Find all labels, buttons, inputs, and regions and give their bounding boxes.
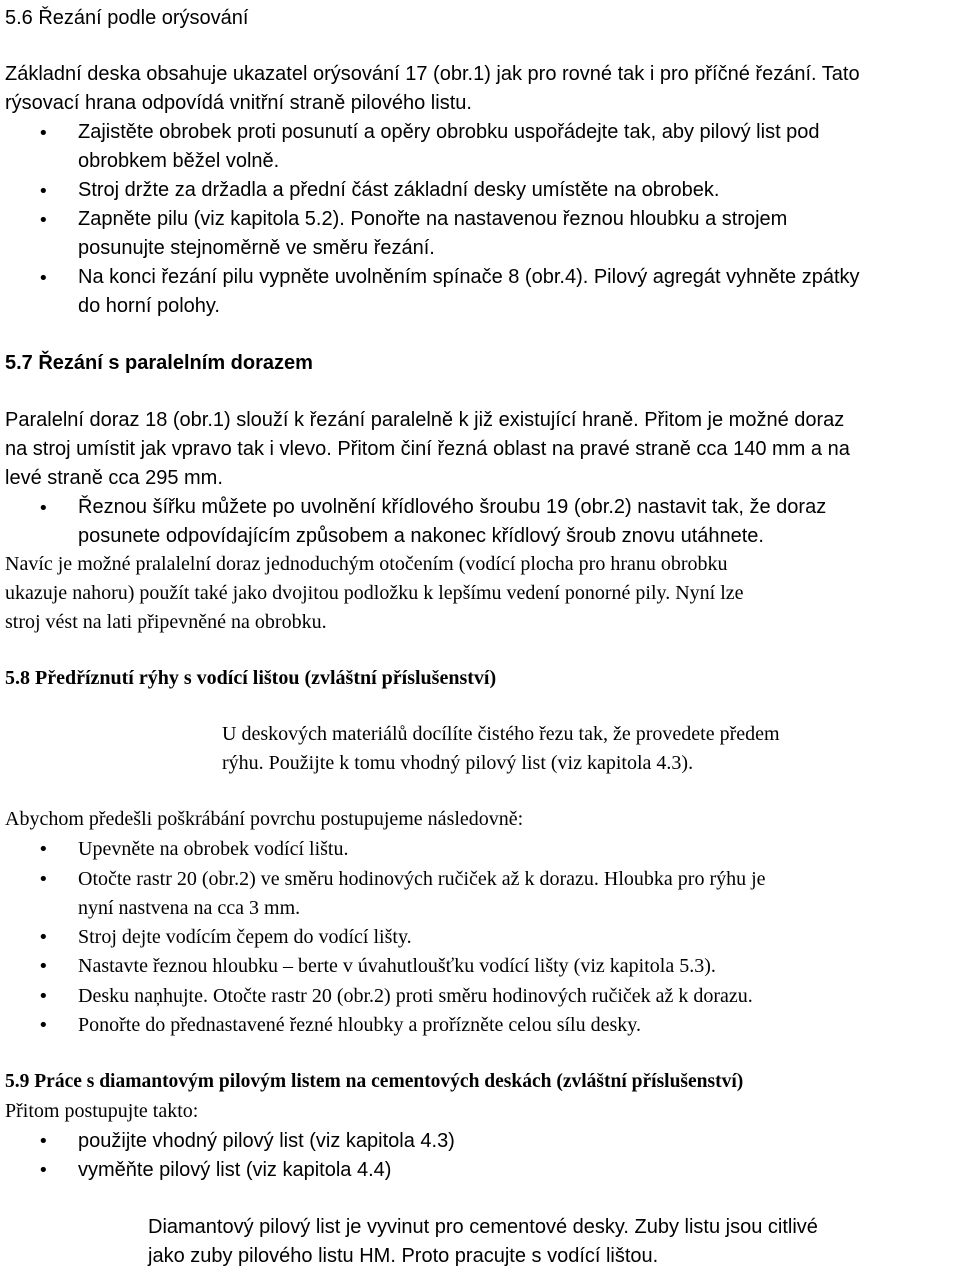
bullet-icon: • <box>38 839 49 860</box>
list-item-line: do horní polohy. <box>78 295 220 317</box>
list-item-line: Zajistěte obrobek proti posunutí a opěry obrobku uspořádejte tak, aby pilový list pod <box>78 121 820 143</box>
paragraph-line: ukazuje nahoru) použít také jako dvojitou podložku k lepšímu vedení ponorné pily. Nyní lze <box>5 582 744 604</box>
paragraph-line: Navíc je možné pralalelní doraz jednoduchým otočením (vodící plocha pro hranu obrobku <box>5 553 728 575</box>
list-item-line: Stroj držte za držadla a přední část základní desky umístěte na obrobek. <box>78 179 720 201</box>
bullet-icon: • <box>38 268 49 289</box>
list-item-line: Stroj dejte vodícím čepem do vodící lišty. <box>78 926 412 948</box>
intro-line: Abychom předešli poškrábání povrchu postupujeme následovně: <box>5 808 524 830</box>
intro-line: Přitom postupujte takto: <box>5 1100 199 1122</box>
paragraph-line: stroj vést na lati připevněné na obrobku. <box>5 611 327 633</box>
list-item-line: nyní nastvena na cca 3 mm. <box>78 897 301 919</box>
paragraph-line: rýsovací hrana odpovídá vnitřní straně pilového listu. <box>5 92 472 114</box>
bullet-icon: • <box>38 1160 49 1181</box>
list-item-line: použijte vhodný pilový list (viz kapitola 4.3) <box>78 1130 455 1152</box>
bullet-icon: • <box>38 986 49 1007</box>
list-item-line: Nastavte řeznou hloubku – berte v úvahutloušťku vodící lišty (viz kapitola 5.3). <box>78 955 716 977</box>
list-item-line: Upevněte na obrobek vodící lištu. <box>78 838 349 860</box>
bullet-icon: • <box>38 210 49 231</box>
section-heading-5-6: 5.6 Řezání podle orýsování <box>5 7 249 29</box>
list-item-line: posunujte stejnoměrně ve směru řezání. <box>78 237 435 259</box>
paragraph-line: Paralelní doraz 18 (obr.1) slouží k řezání paralelně k již existující hraně. Přitom je možné doraz <box>5 409 845 431</box>
bullet-icon: • <box>38 927 49 948</box>
bullet-icon: • <box>38 498 49 519</box>
list-item-line: posunete odpovídajícím způsobem a nakonec křídlový šroub znovu utáhnete. <box>78 525 764 547</box>
list-item-line: Zapněte pilu (viz kapitola 5.2). Ponořte na nastavenou řeznou hloubku a strojem <box>78 208 788 230</box>
section-heading-5-7: 5.7 Řezání s paralelním dorazem <box>5 352 313 374</box>
list-item-line: Desku naņhujte. Otočte rastr 20 (obr.2) proti směru hodinových ručiček až k dorazu. <box>78 985 753 1007</box>
paragraph-line: na stroj umístit jak vpravo tak i vlevo. Přitom činí řezná oblast na pravé straně cca 140 mm a na <box>5 438 850 460</box>
paragraph-line: levé straně cca 295 mm. <box>5 467 223 489</box>
indented-paragraph-line: Diamantový pilový list je vyvinut pro cementové desky. Zuby listu jsou citlivé <box>148 1216 818 1238</box>
indented-paragraph-line: rýhu. Použijte k tomu vhodný pilový list (viz kapitola 4.3). <box>222 752 694 774</box>
bullet-icon: • <box>38 1015 49 1036</box>
section-heading-5-9: 5.9 Práce s diamantovým pilovým listem na cementových deskách (zvláštní příslušenství) <box>5 1071 744 1092</box>
bullet-icon: • <box>38 1131 49 1152</box>
bullet-icon: • <box>38 181 49 202</box>
paragraph-line: Základní deska obsahuje ukazatel orýsování 17 (obr.1) jak pro rovné tak i pro příčné řezání. Tato <box>5 63 860 85</box>
indented-paragraph-line: U deskových materiálů docílíte čistého řezu tak, že provedete předem <box>222 723 780 745</box>
indented-paragraph-line: jako zuby pilového listu HM. Proto pracujte s vodící lištou. <box>148 1245 659 1267</box>
bullet-icon: • <box>38 869 49 890</box>
list-item-line: vyměňte pilový list (viz kapitola 4.4) <box>78 1159 392 1181</box>
bullet-icon: • <box>38 956 49 977</box>
bullet-icon: • <box>38 123 49 144</box>
list-item-line: Na konci řezání pilu vypněte uvolněním spínače 8 (obr.4). Pilový agregát vyhněte zpátky <box>78 266 860 288</box>
list-item-line: Otočte rastr 20 (obr.2) ve směru hodinových ručiček až k dorazu. Hloubka pro rýhu je <box>78 868 766 890</box>
list-item-line: Řeznou šířku můžete po uvolnění křídlového šroubu 19 (obr.2) nastavit tak, že doraz <box>78 496 827 518</box>
section-heading-5-8: 5.8 Předříznutí rýhy s vodící lištou (zvláštní příslušenství) <box>5 667 497 689</box>
list-item-line: obrobkem běžel volně. <box>78 150 280 172</box>
list-item-line: Ponořte do přednastavené řezné hloubky a prořízněte celou sílu desky. <box>78 1014 641 1036</box>
